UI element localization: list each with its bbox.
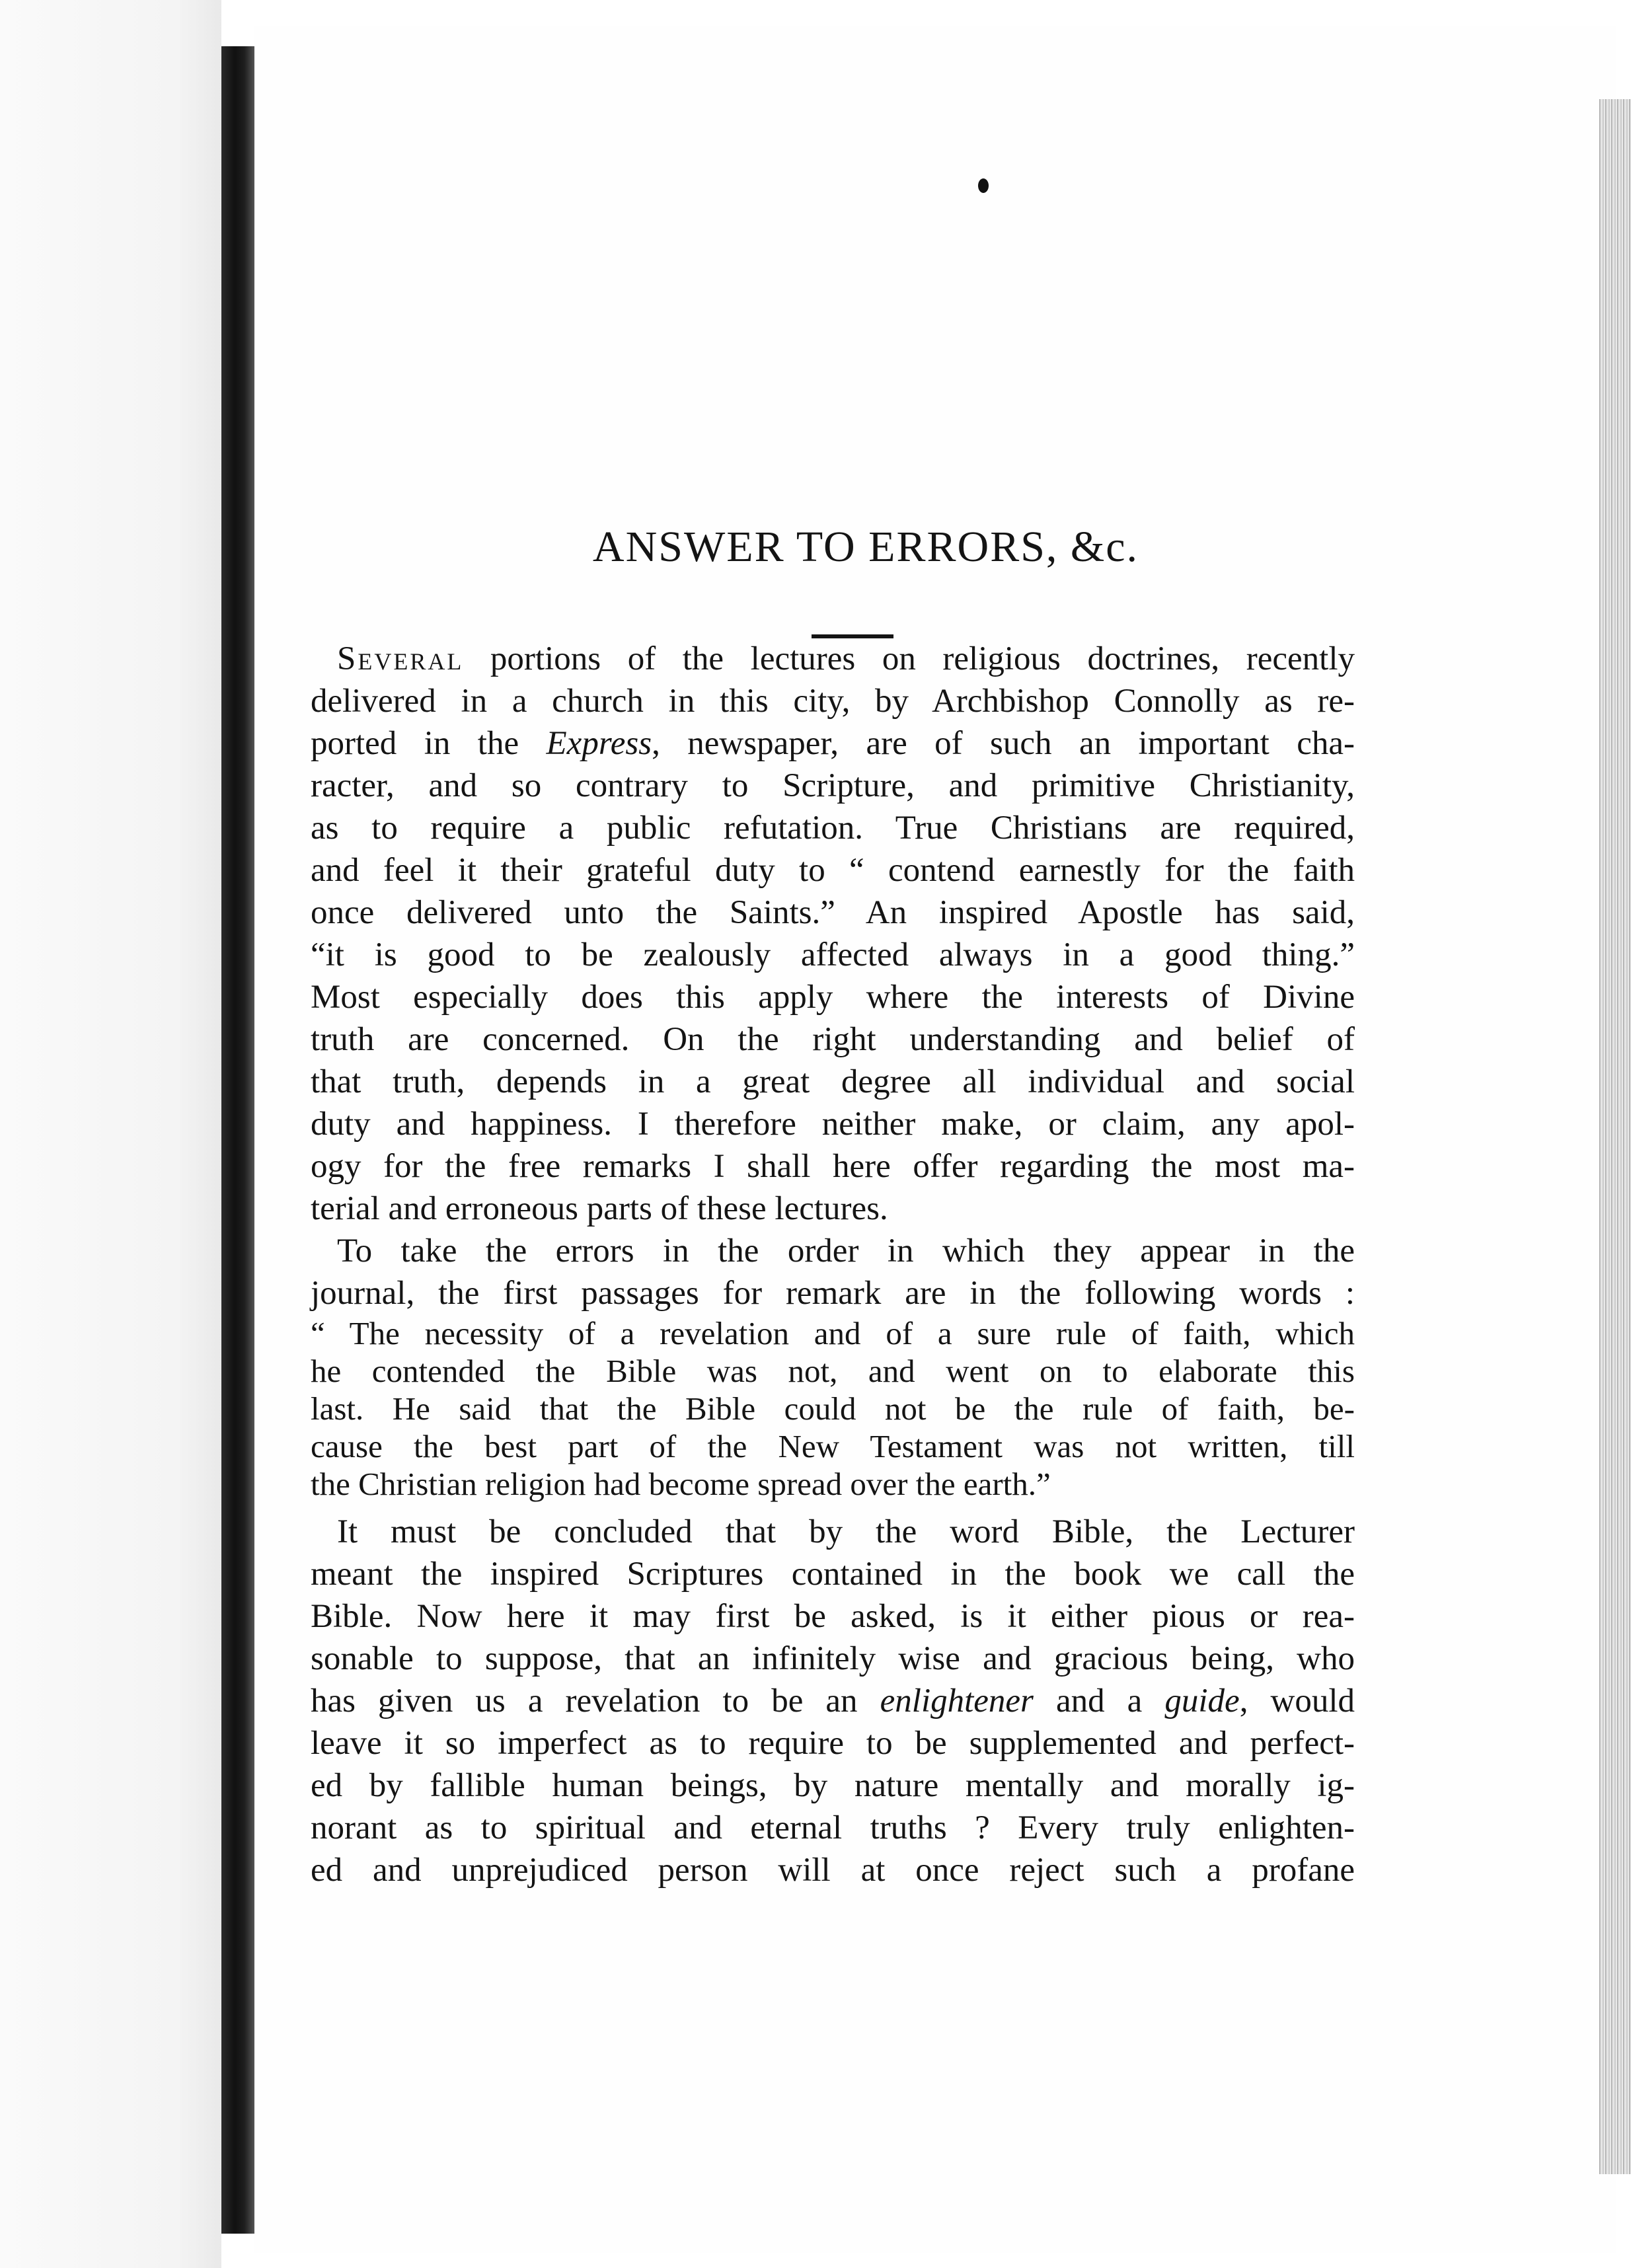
text-line <box>311 722 1355 765</box>
text-line: he contended the Bible was not, and went on to elaborate this <box>311 1353 1355 1389</box>
book-gutter <box>221 46 254 2234</box>
italic-enlightener: enlightener <box>880 1682 1034 1720</box>
text-span: , would <box>1239 1682 1355 1720</box>
text-line: that truth, depends in a great degree all individual and social <box>311 1063 1355 1100</box>
text-line: It must be concluded that by the word Bible, the Lecturer <box>337 1513 1355 1550</box>
page-title: ANSWER TO ERRORS, &c. <box>592 523 1139 571</box>
text-span: and a <box>1033 1682 1165 1720</box>
text-line: the Christian religion had become spread over the earth.” <box>311 1466 1051 1502</box>
text-line: sonable to suppose, that an infinitely wise and gracious being, who <box>311 1640 1355 1677</box>
body-text <box>311 638 1355 1891</box>
text-line: terial and erroneous parts of these lectures. <box>311 1190 888 1227</box>
italic-newspaper-name: Express <box>546 725 652 762</box>
text-line <box>311 1680 1355 1722</box>
text-line: “it is good to be zealously affected always in a good thing.” <box>311 936 1355 973</box>
text-line: ed by fallible human beings, by nature mentally and morally ig- <box>311 1767 1355 1804</box>
text-line: cause the best part of the New Testament was not written, till <box>311 1428 1355 1464</box>
text-line: Bible. Now here it may first be asked, is it either pious or rea- <box>311 1598 1355 1635</box>
text-span: has given us a revelation to be an <box>311 1682 880 1720</box>
text-line: meant the inspired Scriptures contained in the book we call the <box>311 1556 1355 1593</box>
text-line: racter, and so contrary to Scripture, and primitive Christianity, <box>311 767 1355 804</box>
facing-page-bleed-through <box>40 515 119 595</box>
text-line: Most especially does this apply where the interests of Divine <box>311 979 1355 1016</box>
page-mark-dot <box>978 178 989 193</box>
text-line: once delivered unto the Saints.” An inspired Apostle has said, <box>311 894 1355 931</box>
drop-lead-word: Several <box>337 640 464 677</box>
text-line: last. He said that the Bible could not be the rule of faith, be- <box>311 1390 1355 1427</box>
text-line: as to require a public refutation. True Christians are required, <box>311 810 1355 847</box>
text-line: duty and happiness. I therefore neither make, or claim, any apol- <box>311 1106 1355 1143</box>
paragraph-3 <box>311 1511 1355 1891</box>
text-line: truth are concerned. On the right understanding and belief of <box>311 1021 1355 1058</box>
text-line: norant as to spiritual and eternal truths ? Every truly enlighten- <box>311 1809 1355 1846</box>
paragraph-2 <box>311 1230 1355 1314</box>
text-span: ported in the <box>311 725 547 762</box>
text-line: delivered in a church in this city, by Archbishop Connolly as re- <box>311 683 1355 720</box>
text-line: ogy for the free remarks I shall here offer regarding the most ma- <box>311 1148 1355 1185</box>
italic-guide: guide <box>1164 1682 1240 1720</box>
facing-page <box>0 0 221 2268</box>
paragraph-gap <box>311 1503 1355 1511</box>
text-line: “ The necessity of a revelation and of a sure rule of faith, which <box>311 1315 1355 1351</box>
text-span: portions of the lectures on religious doctrines, recently <box>463 640 1355 677</box>
text-line: and feel it their grateful duty to “ contend earnestly for the faith <box>311 852 1355 889</box>
page-edges <box>1599 99 1631 2174</box>
paragraph-1 <box>311 638 1355 1230</box>
text-line: leave it so imperfect as to require to be supplemented and perfect- <box>311 1725 1355 1762</box>
text-line: To take the errors in the order in which they appear in the <box>337 1232 1355 1269</box>
text-line <box>311 638 1355 680</box>
text-span: , newspaper, are of such an important cha- <box>652 725 1355 762</box>
block-quote <box>311 1314 1355 1503</box>
text-line: ed and unprejudiced person will at once reject such a profane <box>311 1852 1355 1889</box>
text-line: journal, the first passages for remark are in the following words : <box>311 1275 1355 1312</box>
